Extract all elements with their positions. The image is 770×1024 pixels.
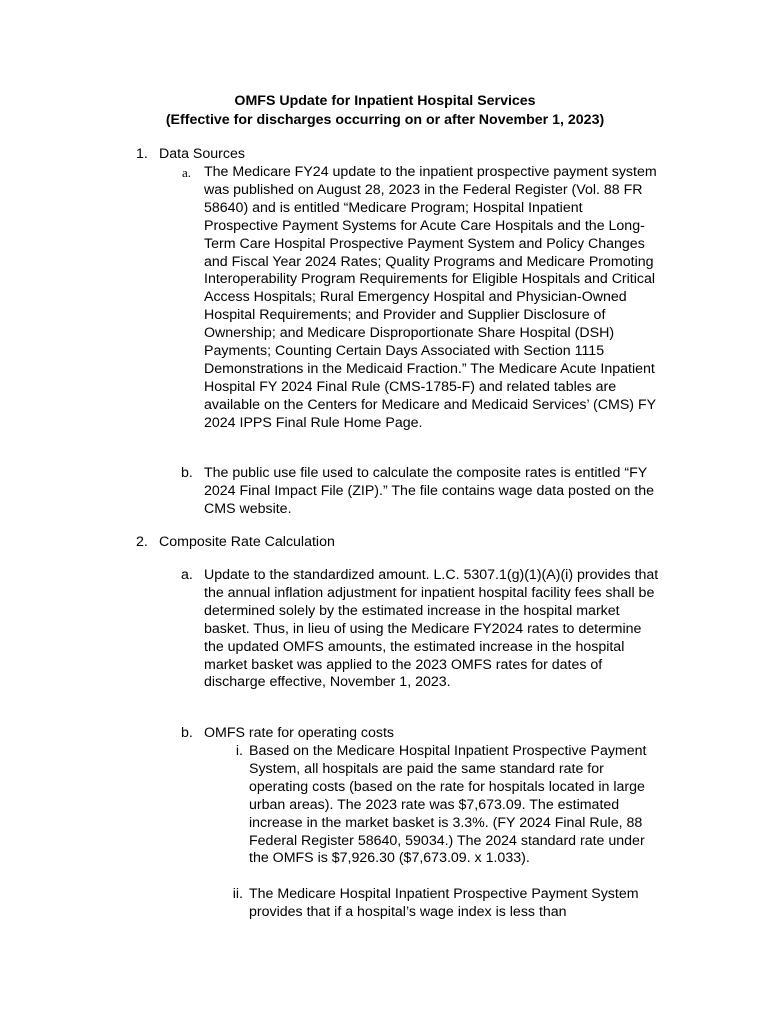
list-item [182,164,660,433]
list-item-text: OMFS rate for operating costs [204,725,395,741]
sub-list-item-text: Based on the Medicare Hospital Inpatient Prospective Payment System, all hospitals are paid the same standard rate for operating costs (based on the rate for hospitals located in large urban areas). The 2023 rate was $7,673.09. The estimated increase in the market basket is 3.3%. (FY 2024 Final Rule, 88 Federal Register 58640, 59034.) The 2024 standard rate under the OMFS is $7,926.30 ($7,673.09. x 1.033). [249,743,647,867]
list-item [181,465,660,519]
list-item [181,725,660,743]
sub-list-item [235,743,649,868]
document-subtitle: (Effective for discharges occurring on or after November 1, 2023) [165,112,605,128]
list-item-text: The Medicare FY24 update to the inpatient prospective payment system was published on August 28, 2023 in the Federal Register (Vol. 88 FR 58640) and is entitled “Medicare Program; Hospital Inpatient Prospective Payment Systems for Acute Care Hospitals and the Long-Term Care Hospital Prospective Payment System and Policy Changes and Fiscal Year 2024 Rates; Quality Programs and Medicare Promoting Interoperability Program Requirements for Eligible Hospitals and Critical Access Hospitals; Rural Emergency Hospital and Physician-Owned Hospital Requirements; and Provider and Supplier Disclosure of Ownership; and Medicare Disproportionate Share Hospital (DSH) Payments; Counting Certain Days Associated with Section 1115 Demonstrations in the Medicaid Fraction.” The Medicare Acute Inpatient Hospital FY 2024 Final Rule (CMS-1785-F) and related tables are available on the Centers for Medicare and Medicaid Services’ (CMS) FY 2024 IPPS Final Rule Home Page. [204,164,657,431]
list-marker: a. [181,567,193,583]
list-marker: b. [181,465,193,481]
list-item-text: The public use file used to calculate the composite rates is entitled “FY 2024 Final Impact File (ZIP).” The file contains wage data posted on the CMS website. [204,465,655,517]
document-title: OMFS Update for Inpatient Hospital Services [234,93,536,109]
section-heading: Composite Rate Calculation [159,534,335,550]
list-marker: b. [181,725,193,741]
list-item [181,567,660,692]
list-marker: a. [182,165,192,180]
section-heading: Data Sources [159,146,245,162]
list-marker: i. [235,743,243,759]
section-number: 2. [136,534,148,550]
sub-list-item [232,886,649,922]
list-marker: ii. [232,886,243,902]
sub-list-item-text: The Medicare Hospital Inpatient Prospective Payment System provides that if a hospital’s wage index is less than [249,886,639,920]
list-item-text: Update to the standardized amount. L.C. 5307.1(g)(1)(A)(i) provides that the annual inflation adjustment for inpatient hospital facility fees shall be determined solely by the estimated increase in the hospital market basket. Thus, in lieu of using the Medicare FY2024 rates to determine the updated OMFS amounts, the estimated increase in the hospital market basket was applied to the 2023 OMFS rates for dates of discharge effective, November 1, 2023. [204,567,659,691]
section-number: 1. [136,146,148,162]
